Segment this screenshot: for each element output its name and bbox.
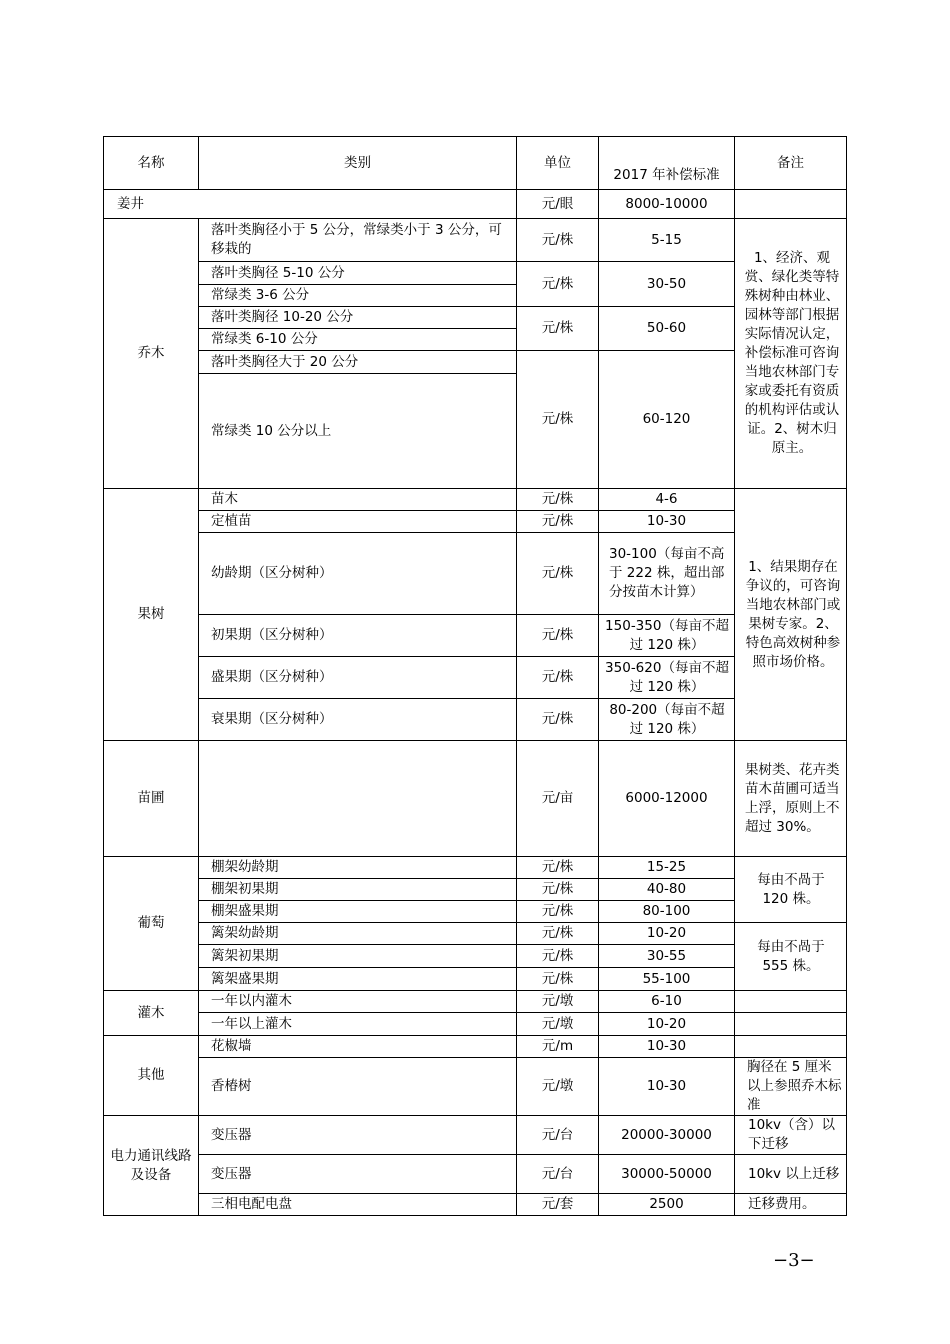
trees-unit-4: 元/株 xyxy=(541,411,574,427)
header-name: 名称 xyxy=(137,154,165,171)
trees-note: 1、经济、观赏、绿化类等特殊树种由林业、园林等部门根据实际情况认定，补偿标准可咨询当地农林部门专家或委托有资质的机构评估或认证。2、树木归原主。 xyxy=(744,250,840,456)
fruit-value-2: 10-30 xyxy=(646,513,687,529)
trees-category-4b: 常绿类 10 公分以上 xyxy=(211,422,332,439)
grape-value-3: 80-100 xyxy=(642,903,691,919)
fruit-category-3: 幼龄期（区分树种） xyxy=(211,565,333,581)
grape-unit-5: 元/株 xyxy=(541,947,574,964)
shrub-category-1: 一年以内灌木 xyxy=(211,993,292,1009)
trees-name: 乔木 xyxy=(137,345,165,361)
grape-unit-2: 元/株 xyxy=(541,881,574,897)
nursery-name: 苗圃 xyxy=(137,790,165,806)
other-note-2: 胸径在 5 厘米以上参照乔木标准 xyxy=(747,1059,842,1113)
fruit-value-3: 30-100（每亩不高于 222 株，超出部分按苗木计算） xyxy=(609,546,725,600)
grape-unit-1: 元/株 xyxy=(541,859,574,875)
power-note-3: 迁移费用。 xyxy=(748,1196,816,1212)
trees-category-2b: 常绿类 3-6 公分 xyxy=(211,287,310,303)
grape-category-5: 篱架初果期 xyxy=(211,947,279,964)
compensation-table xyxy=(103,136,847,1216)
trees-category-3b: 常绿类 6-10 公分 xyxy=(211,331,318,347)
fruit-value-4: 150-350（每亩不超过 120 株） xyxy=(605,617,729,653)
other-unit-1: 元/m xyxy=(541,1038,574,1054)
grape-category-4: 篱架幼龄期 xyxy=(211,925,279,941)
fruit-value-5: 350-620（每亩不超过 120 株） xyxy=(605,659,729,695)
trees-value-1: 5-15 xyxy=(651,231,682,248)
fruit-unit-1: 元/株 xyxy=(541,491,574,507)
power-value-2: 30000-50000 xyxy=(621,1165,712,1182)
fruit-unit-4: 元/株 xyxy=(541,627,574,643)
fruit-unit-6: 元/株 xyxy=(541,711,574,727)
fruit-category-6: 衰果期（区分树种） xyxy=(211,711,333,727)
grape-category-3: 棚架盛果期 xyxy=(211,903,279,919)
grape-name: 葡萄 xyxy=(137,915,165,931)
fruit-category-5: 盛果期（区分树种） xyxy=(211,669,333,685)
power-category-2: 变压器 xyxy=(211,1165,252,1182)
grape-category-6: 篱架盛果期 xyxy=(211,970,279,987)
grape-note-hedge: 每由不咼于 555 株。 xyxy=(757,938,825,974)
fruit-unit-5: 元/株 xyxy=(541,669,574,685)
nursery-unit: 元/亩 xyxy=(541,790,574,806)
fruit-unit-3: 元/株 xyxy=(541,565,574,581)
fruit-value-1: 4-6 xyxy=(655,491,678,507)
power-value-1: 20000-30000 xyxy=(621,1126,712,1143)
shrub-category-2: 一年以上灌木 xyxy=(211,1015,292,1032)
power-note-2: 10kv 以上迁移 xyxy=(748,1165,840,1182)
other-category-2: 香椿树 xyxy=(211,1078,252,1094)
trees-category-3a: 落叶类胸径 10-20 公分 xyxy=(211,309,354,325)
power-name: 电力通讯线路及设备 xyxy=(110,1147,192,1183)
shrub-value-1: 6-10 xyxy=(651,993,682,1009)
page-number: −3− xyxy=(773,1250,815,1271)
trees-category-1: 落叶类胸径小于 5 公分，常绿类小于 3 公分，可移栽的 xyxy=(211,222,502,257)
well-value: 8000-10000 xyxy=(625,195,708,212)
power-value-3: 2500 xyxy=(649,1196,684,1212)
trees-category-4a: 落叶类胸径大于 20 公分 xyxy=(211,353,359,370)
header-category: 类别 xyxy=(344,154,371,171)
trees-category-2a: 落叶类胸径 5-10 公分 xyxy=(211,264,345,281)
shrub-unit-1: 元/墩 xyxy=(541,993,574,1009)
grape-value-4: 10-20 xyxy=(646,925,687,941)
other-value-2: 10-30 xyxy=(646,1078,687,1094)
fruit-unit-2: 元/株 xyxy=(541,513,574,529)
shrub-name: 灌木 xyxy=(137,1004,165,1021)
fruit-value-6: 80-200（每亩不超过 120 株） xyxy=(609,701,725,737)
power-note-1: 10kv（含）以下迁移 xyxy=(748,1117,835,1152)
other-unit-2: 元/墩 xyxy=(541,1078,574,1094)
grape-unit-6: 元/株 xyxy=(541,970,574,987)
fruit-name: 果树 xyxy=(137,606,165,622)
trees-value-4: 60-120 xyxy=(642,411,691,427)
grape-value-2: 40-80 xyxy=(646,881,687,897)
trees-value-2: 30-50 xyxy=(646,275,687,292)
fruit-category-1: 苗木 xyxy=(211,491,238,507)
header-unit: 单位 xyxy=(544,154,571,171)
trees-unit-1: 元/株 xyxy=(541,231,574,248)
well-unit: 元/眼 xyxy=(541,195,574,212)
other-value-1: 10-30 xyxy=(646,1038,687,1054)
nursery-note: 果树类、花卉类苗木苗圃可适当上浮，原则上不超过 30%。 xyxy=(745,761,840,835)
grape-value-5: 30-55 xyxy=(646,947,687,964)
power-category-1: 变压器 xyxy=(211,1126,252,1143)
fruit-note: 1、结果期存在争议的，可咨询当地农林部门或果树专家。2、特色高效树种参照市场价格。 xyxy=(745,559,841,670)
grape-value-6: 55-100 xyxy=(642,970,691,987)
header-note: 备注 xyxy=(777,154,804,171)
fruit-category-4: 初果期（区分树种） xyxy=(211,627,333,643)
shrub-unit-2: 元/墩 xyxy=(541,1015,574,1032)
nursery-value: 6000-12000 xyxy=(625,790,708,806)
grape-value-1: 15-25 xyxy=(646,859,687,875)
header-standard: 2017 年补偿标准 xyxy=(613,167,720,183)
grape-note-trellis: 每由不咼于 120 株。 xyxy=(757,871,825,907)
trees-unit-2: 元/株 xyxy=(541,275,574,292)
grape-category-2: 棚架初果期 xyxy=(211,881,279,897)
trees-unit-3: 元/株 xyxy=(541,320,574,336)
grape-unit-3: 元/株 xyxy=(541,903,574,919)
other-category-1: 花椒墙 xyxy=(211,1038,252,1054)
other-name: 其他 xyxy=(137,1067,165,1083)
power-unit-2: 元/台 xyxy=(541,1165,574,1182)
fruit-category-2: 定植苗 xyxy=(211,513,252,529)
grape-unit-4: 元/株 xyxy=(541,925,574,941)
power-category-3: 三相电配电盘 xyxy=(211,1196,292,1212)
shrub-value-2: 10-20 xyxy=(646,1015,687,1032)
well-name: 姜井 xyxy=(117,195,144,212)
grape-category-1: 棚架幼龄期 xyxy=(211,859,279,875)
power-unit-3: 元/套 xyxy=(541,1196,574,1212)
trees-value-3: 50-60 xyxy=(646,320,687,336)
power-unit-1: 元/台 xyxy=(541,1126,574,1143)
